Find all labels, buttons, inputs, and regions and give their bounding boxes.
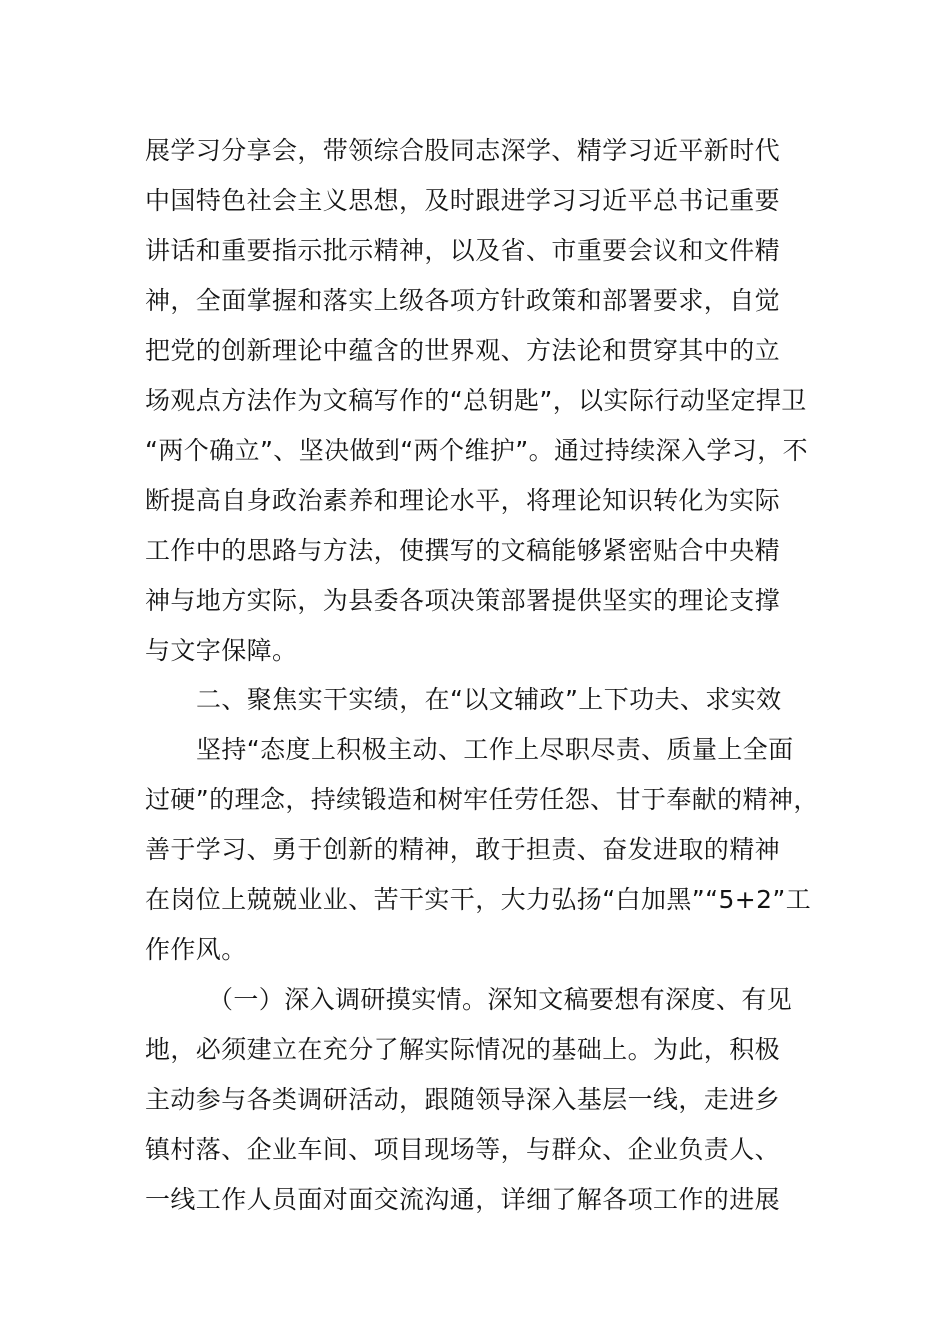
text-line: 作作风。 <box>145 935 247 964</box>
text-line: 主动参与各类调研活动，跟随领导深入基层一线，走进乡 <box>145 1085 781 1114</box>
text-line: 地，必须建立在充分了解实际情况的基础上。为此，积极 <box>145 1035 781 1064</box>
text-line: 场观点方法作为文稿写作的“总钥匙”，以实际行动坚定捍卫 <box>145 386 807 415</box>
text-line: 把党的创新理论中蕴含的世界观、方法论和贯穿其中的立 <box>145 336 781 365</box>
text-line: 坚持“态度上积极主动、工作上尽职尽责、质量上全面 <box>196 735 794 764</box>
text-line: 工作中的思路与方法，使撰写的文稿能够紧密贴合中央精 <box>145 536 781 565</box>
text-line: 镇村落、企业车间、项目现场等，与群众、企业负责人、 <box>145 1135 781 1164</box>
text-line: 讲话和重要指示批示精神，以及省、市重要会议和文件精 <box>145 236 781 265</box>
text-line: 神与地方实际，为县委各项决策部署提供坚实的理论支撑 <box>145 586 781 615</box>
section-heading: 二、聚焦实干实绩，在“以文辅政”上下功夫、求实效 <box>196 685 782 714</box>
text-line: 神，全面掌握和落实上级各项方针政策和部署要求，自觉 <box>145 286 781 315</box>
text-line: 中国特色社会主义思想，及时跟进学习习近平总书记重要 <box>145 186 781 215</box>
text-line: “两个确立”、坚决做到“两个维护”。通过持续深入学习，不 <box>145 436 809 465</box>
subsection-heading: （一）深入调研摸实情。深知文稿要想有深度、有见 <box>208 985 793 1014</box>
text-line: 与文字保障。 <box>145 636 298 665</box>
text-line: 一线工作人员面对面交流沟通，详细了解各项工作的进展 <box>145 1185 781 1214</box>
text-line: 善于学习、勇于创新的精神，敢于担责、奋发进取的精神 <box>145 835 781 864</box>
text-line: 断提高自身政治素养和理论水平，将理论知识转化为实际 <box>145 486 781 515</box>
text-line: 在岗位上兢兢业业、苦干实干，大力弘扬“白加黑”“5+2”工 <box>145 885 812 914</box>
text-line: 过硬”的理念，持续锻造和树牢任劳任怨、甘于奉献的精神， <box>145 785 819 814</box>
text-line: 展学习分享会，带领综合股同志深学、精学习近平新时代 <box>145 136 781 165</box>
